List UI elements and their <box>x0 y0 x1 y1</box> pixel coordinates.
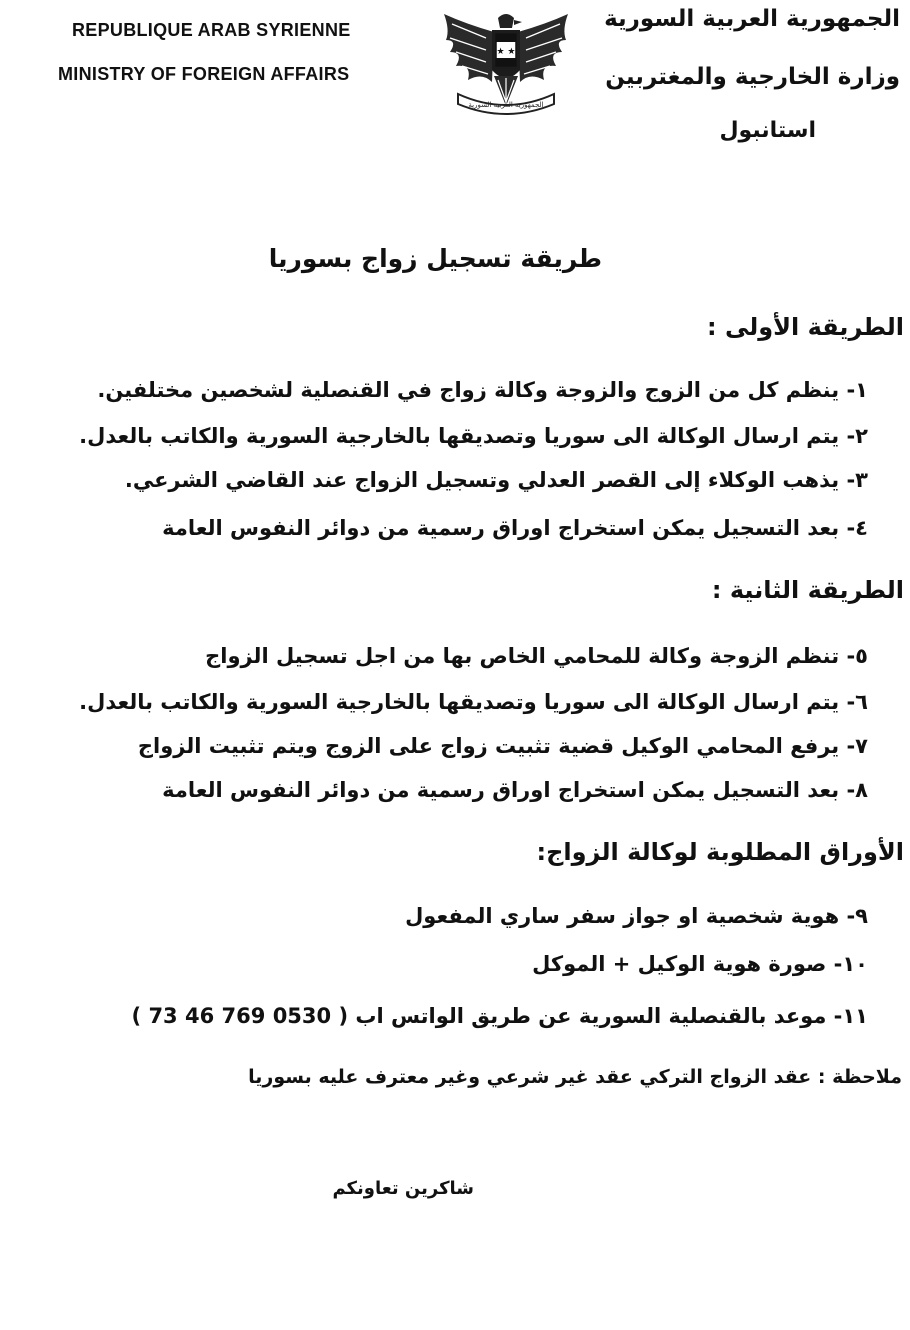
list-item: ٩- هوية شخصية او جواز سفر ساري المفعول <box>405 904 868 928</box>
list-item: ٧- يرفع المحامي الوكيل قضية تثبيت زواج على الزوج ويتم تثبيت الزواج <box>137 734 868 758</box>
header-ar-country: الجمهورية العربية السورية <box>604 6 900 32</box>
header-ar-city: استانبول <box>719 118 816 143</box>
list-item: ٢- يتم ارسال الوكالة الى سوريا وتصديقها بالخارجية السورية والكاتب بالعدل. <box>79 424 868 448</box>
list-item: ١١- موعد بالقنصلية السورية عن طريق الواتس اب ( 0530 769 46 73 ) <box>131 1004 868 1028</box>
page-title: طريقة تسجيل زواج بسوريا <box>268 244 602 273</box>
syrian-eagle-emblem <box>436 10 576 122</box>
list-item: ٤- بعد التسجيل يمكن استخراج اوراق رسمية من دوائر النفوس العامة <box>162 516 868 540</box>
list-item: ٨- بعد التسجيل يمكن استخراج اوراق رسمية من دوائر النفوس العامة <box>162 778 868 802</box>
list-item: ٣- يذهب الوكلاء إلى القصر العدلي وتسجيل الزواج عند القاضي الشرعي. <box>124 468 868 492</box>
closing-text: شاكرين تعاونكم <box>332 1178 474 1199</box>
header-en-country: REPUBLIQUE ARAB SYRIENNE <box>72 20 351 40</box>
list-item: ١- ينظم كل من الزوج والزوجة وكالة زواج في القنصلية لشخصين مختلفين. <box>97 378 868 402</box>
note-text: ملاحظة : عقد الزواج التركي عقد غير شرعي وغير معترف عليه بسوريا <box>248 1066 902 1088</box>
list-item: ١٠- صورة هوية الوكيل + الموكل <box>532 952 868 976</box>
header-ar-ministry: وزارة الخارجية والمغتربين <box>605 64 900 90</box>
section-heading-documents: الأوراق المطلوبة لوكالة الزواج: <box>536 838 904 866</box>
header-en-ministry: MINISTRY OF FOREIGN AFFAIRS <box>58 64 350 84</box>
list-item: ٥- تنظم الزوجة وكالة للمحامي الخاص بها من اجل تسجيل الزواج <box>205 644 868 668</box>
emblem-ribbon-text: الجمهورية العربية السورية <box>468 101 544 109</box>
svg-text:★ ★: ★ ★ <box>496 47 516 57</box>
list-item: ٦- يتم ارسال الوكالة الى سوريا وتصديقها بالخارجية السورية والكاتب بالعدل. <box>79 690 868 714</box>
section-heading-method-2: الطريقة الثانية : <box>711 576 904 604</box>
section-heading-method-1: الطريقة الأولى : <box>706 313 904 341</box>
